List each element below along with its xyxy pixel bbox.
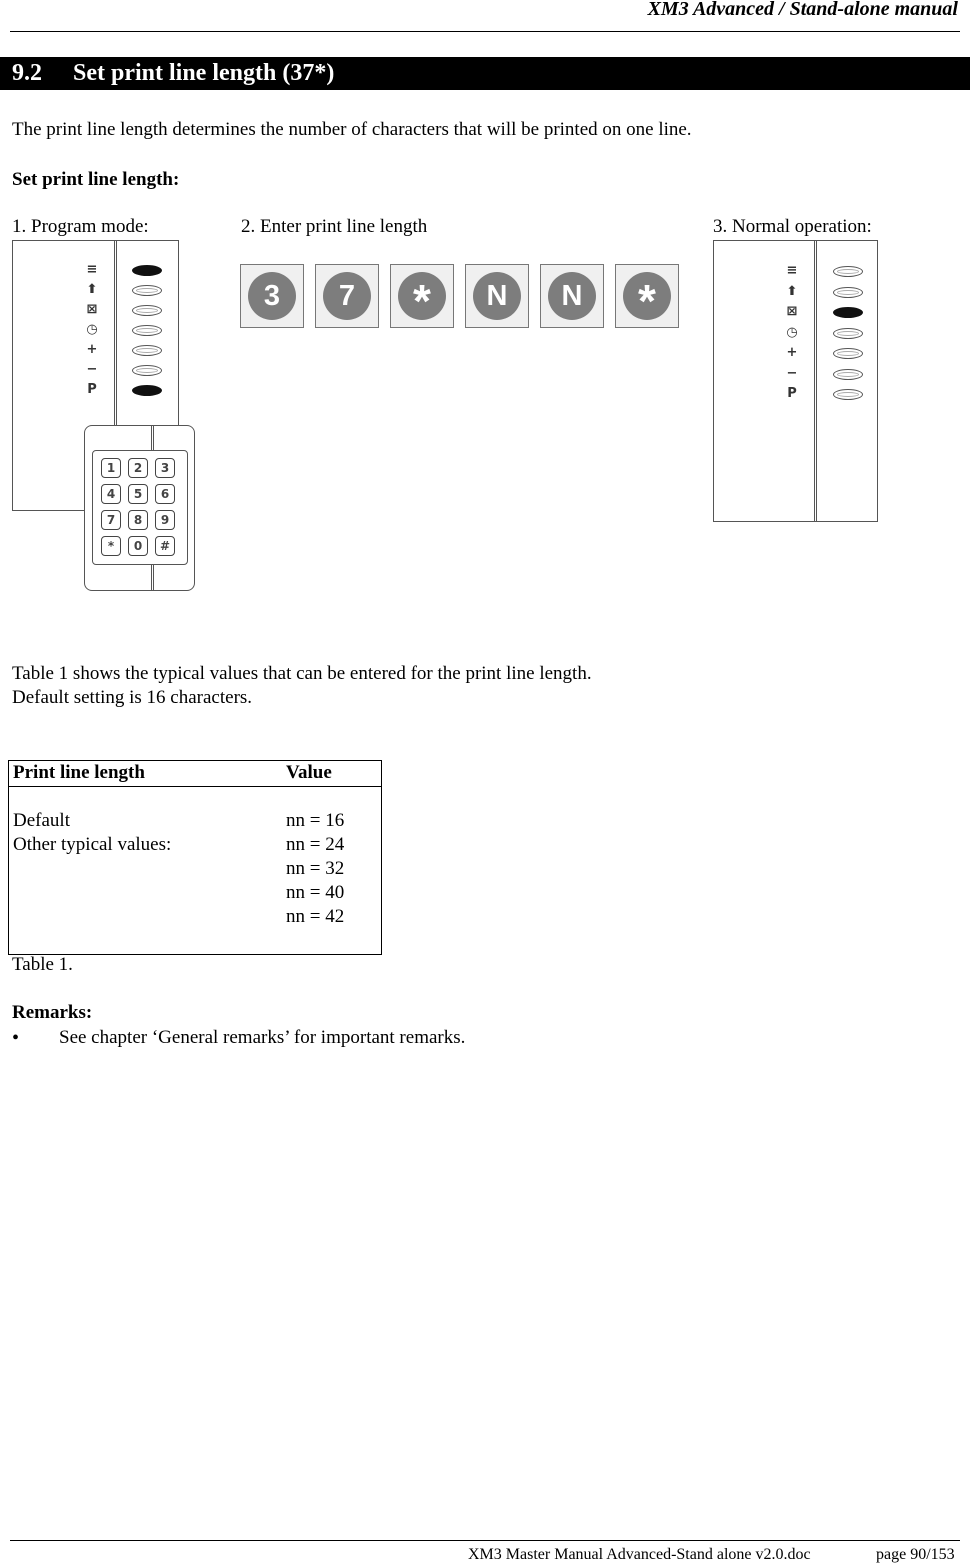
keypad-key: 2 — [128, 458, 148, 478]
wifi-icon: ≡ — [86, 262, 98, 277]
status-led — [132, 385, 162, 396]
key-star-1-label: * — [398, 272, 446, 320]
minus-icon: − — [786, 365, 798, 381]
status-led — [132, 285, 162, 296]
key-n-2 — [540, 264, 604, 328]
status-led — [132, 345, 162, 356]
footer-page-number: page 90/153 — [876, 1546, 955, 1563]
key-3-label: 3 — [248, 272, 296, 320]
table-row-value: nn = 24 — [286, 834, 345, 855]
status-led — [833, 266, 863, 277]
key-7-label: 7 — [323, 272, 371, 320]
section-heading — [0, 57, 970, 90]
step-1-label: 1. Program mode: — [12, 216, 149, 237]
table-row-label: Default — [13, 810, 70, 831]
keypad-key: 3 — [155, 458, 175, 478]
table-row-label: Other typical values: — [13, 834, 172, 855]
table-header-value: Value — [286, 762, 332, 783]
key-star-2-label: * — [623, 272, 671, 320]
table-caption: Table 1. — [12, 954, 73, 975]
remarks-title: Remarks: — [12, 1002, 93, 1023]
clock-icon: ◷ — [86, 322, 98, 337]
plus-icon: + — [786, 345, 798, 360]
door-icon: ⬆ — [786, 283, 798, 299]
box-icon: ⊠ — [786, 304, 798, 319]
keypad-key: 1 — [101, 458, 121, 478]
p-icon: P — [787, 386, 797, 401]
subheading: Set print line length: — [12, 169, 180, 190]
remarks-item: See chapter ‘General remarks’ for important remarks. — [59, 1027, 466, 1048]
keypad-key: 6 — [155, 484, 175, 504]
table-intro-line-2: Default setting is 16 characters. — [12, 687, 253, 708]
section-number: 9.2 — [12, 60, 42, 86]
table-row-value: nn = 40 — [286, 882, 345, 903]
key-7 — [315, 264, 379, 328]
header-rule — [10, 31, 960, 32]
keypad-key: 4 — [101, 484, 121, 504]
keypad-key: 8 — [128, 510, 148, 530]
key-star-2 — [615, 264, 679, 328]
table-header-rule — [9, 786, 381, 787]
table-row-value: nn = 42 — [286, 906, 345, 927]
key-star-1 — [390, 264, 454, 328]
keypad-frame — [92, 450, 188, 565]
keypad-key: 5 — [128, 484, 148, 504]
status-led — [833, 307, 863, 318]
key-n-1 — [465, 264, 529, 328]
table-intro-line-1: Table 1 shows the typical values that can be entered for the print line length. — [12, 663, 592, 684]
status-led — [833, 369, 863, 380]
keypad-key: 7 — [101, 510, 121, 530]
footer-rule — [10, 1540, 960, 1541]
step-3-label: 3. Normal operation: — [713, 216, 872, 237]
status-led — [132, 265, 162, 276]
key-n-1-label: N — [473, 272, 521, 320]
clock-icon: ◷ — [786, 324, 798, 340]
door-icon: ⬆ — [86, 282, 98, 297]
numeric-keypad — [84, 425, 195, 591]
p-icon: P — [87, 382, 97, 397]
bullet-icon: • — [12, 1027, 20, 1049]
reader-normal-operation — [713, 240, 878, 522]
status-led — [132, 325, 162, 336]
intro-paragraph: The print line length determines the number of characters that will be printed on one line. — [12, 119, 692, 140]
keypad-key: 0 — [128, 536, 148, 556]
key-3 — [240, 264, 304, 328]
wifi-icon: ≡ — [786, 263, 798, 278]
table-row-value: nn = 16 — [286, 810, 345, 831]
table-header-label: Print line length — [13, 762, 145, 783]
step-2-label: 2. Enter print line length — [241, 216, 428, 237]
status-led — [132, 305, 162, 316]
footer-document-name: XM3 Master Manual Advanced-Stand alone v2.0.doc — [468, 1546, 811, 1563]
key-n-2-label: N — [548, 272, 596, 320]
keypad-key: 9 — [155, 510, 175, 530]
table-row-value: nn = 32 — [286, 858, 345, 879]
reader-divider — [814, 241, 817, 521]
status-led — [833, 389, 863, 400]
minus-icon: − — [86, 362, 98, 377]
status-led — [833, 328, 863, 339]
plus-icon: + — [86, 342, 98, 357]
status-led — [833, 287, 863, 298]
status-led — [833, 348, 863, 359]
keypad-key: * — [101, 536, 121, 556]
status-led — [132, 365, 162, 376]
print-line-length-table — [8, 760, 382, 955]
section-title: Set print line length (37*) — [73, 60, 335, 86]
box-icon: ⊠ — [86, 302, 98, 317]
document-header-title: XM3 Advanced / Stand-alone manual — [647, 0, 958, 20]
keypad-key: # — [155, 536, 175, 556]
